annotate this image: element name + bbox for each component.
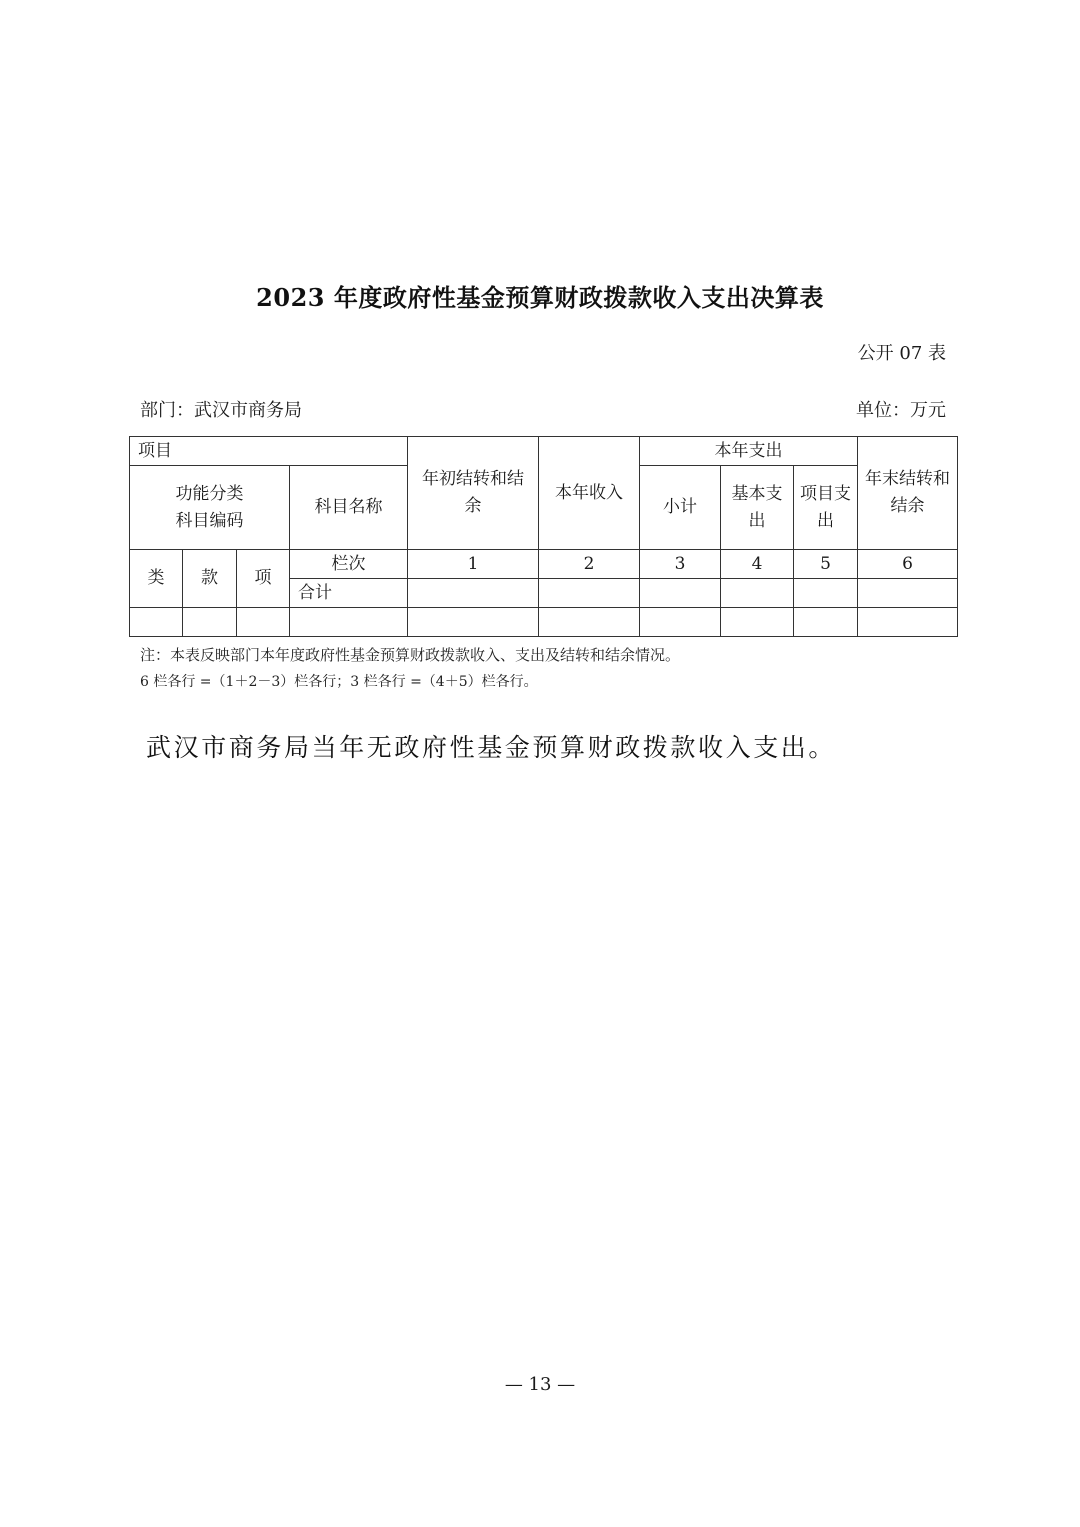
column-index-label: 栏次 — [290, 550, 408, 579]
empty-row — [130, 608, 958, 637]
header-func-class — [130, 466, 290, 550]
col-num-2: 2 — [539, 550, 640, 579]
header-kuan: 款 — [183, 550, 237, 608]
header-xiang: 项 — [237, 550, 290, 608]
header-row-1 — [130, 437, 958, 466]
header-subtotal: 小计 — [640, 466, 721, 550]
department-label: 部门：武汉市商务局 — [140, 400, 302, 421]
col-num-3: 3 — [640, 550, 721, 579]
header-project: 项目 — [130, 437, 408, 466]
document-title: 2023 年度政府性基金预算财政拨款收入支出决算表 — [256, 283, 824, 312]
table-note-1: 注：本表反映部门本年度政府性基金预算财政拨款收入、支出及结转和结余情况。 — [140, 646, 681, 664]
empty-cell — [858, 608, 958, 637]
empty-cell — [794, 608, 858, 637]
unit-label: 单位：万元 — [856, 400, 946, 421]
empty-cell — [408, 608, 539, 637]
empty-cell — [721, 608, 794, 637]
total-cell — [858, 579, 958, 608]
empty-cell — [130, 608, 183, 637]
header-expense: 本年支出 — [640, 437, 858, 466]
empty-cell — [640, 608, 721, 637]
header-project-exp: 项目支出 — [794, 466, 858, 550]
col-num-1: 1 — [408, 550, 539, 579]
table-note-2: 6 栏各行 =（1＋2－3）栏各行；3 栏各行 =（4＋5）栏各行。 — [140, 674, 538, 690]
total-cell — [721, 579, 794, 608]
col-num-4: 4 — [721, 550, 794, 579]
total-label: 合计 — [290, 579, 408, 608]
header-begin-balance: 年初结转和结余 — [408, 437, 539, 550]
total-cell — [640, 579, 721, 608]
total-cell — [408, 579, 539, 608]
total-cell — [794, 579, 858, 608]
empty-cell — [539, 608, 640, 637]
empty-cell — [290, 608, 408, 637]
column-index-row — [130, 550, 958, 579]
header-lei: 类 — [130, 550, 183, 608]
header-func-class-line1: 功能分类 — [175, 483, 244, 504]
header-end-balance: 年末结转和结余 — [858, 437, 958, 550]
form-number: 公开 07 表 — [857, 343, 946, 364]
page-number: — 13 — — [504, 1374, 576, 1395]
header-income: 本年收入 — [539, 437, 640, 550]
col-num-5: 5 — [794, 550, 858, 579]
header-func-class-line2: 科目编码 — [175, 510, 244, 531]
header-basic: 基本支出 — [721, 466, 794, 550]
fund-budget-table — [129, 436, 958, 637]
col-num-6: 6 — [858, 550, 958, 579]
empty-cell — [237, 608, 290, 637]
header-subject-name: 科目名称 — [290, 466, 408, 550]
empty-cell — [183, 608, 237, 637]
no-fund-statement: 武汉市商务局当年无政府性基金预算财政拨款收入支出。 — [146, 733, 837, 762]
total-cell — [539, 579, 640, 608]
